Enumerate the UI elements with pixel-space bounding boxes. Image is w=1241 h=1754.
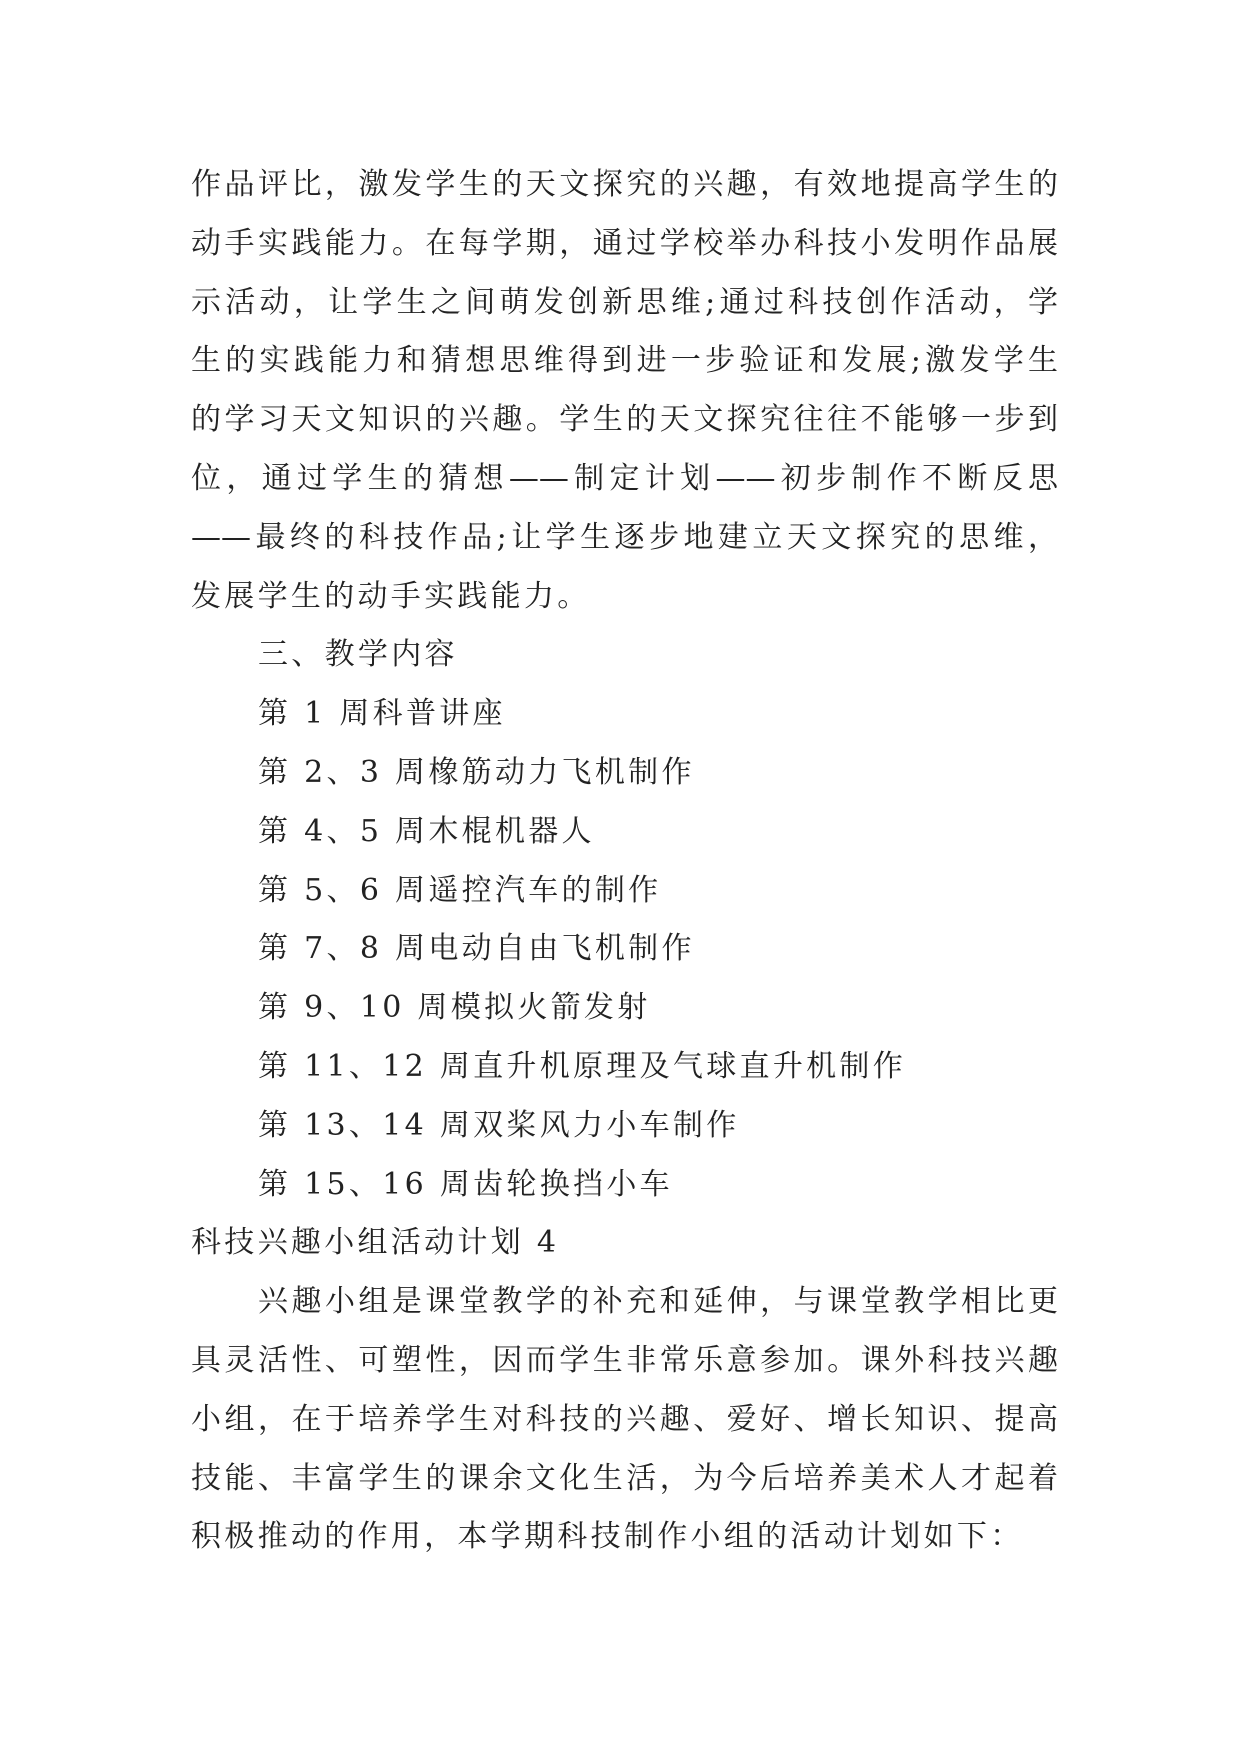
paragraph-line: 位，通过学生的猜想——制定计划——初步制作不断反思 [191, 460, 1058, 496]
schedule-list [191, 685, 1058, 1214]
schedule-item: 第 4、5 周木棍机器人 [258, 813, 595, 849]
paragraph-line: 的学习天文知识的兴趣。学生的天文探究往往不能够一步到 [191, 402, 1058, 438]
paragraph-intro [191, 1273, 1058, 1567]
paragraph-line: 积极推动的作用，本学期科技制作小组的活动计划如下： [191, 1519, 1024, 1555]
paragraph-line: 小组，在于培养学生对科技的兴趣、爱好、增长知识、提高 [191, 1401, 1058, 1437]
paragraph-line: 技能、丰富学生的课余文化生活，为今后培养美术人才起着 [191, 1460, 1058, 1496]
paragraph-line: 动手实践能力。在每学期，通过学校举办科技小发明作品展 [191, 225, 1058, 261]
schedule-item: 第 7、8 周电动自由飞机制作 [258, 931, 695, 967]
schedule-item: 第 15、16 周齿轮换挡小车 [258, 1166, 673, 1202]
schedule-item: 第 5、6 周遥控汽车的制作 [258, 872, 662, 908]
paragraph-line: 示活动，让学生之间萌发创新思维;通过科技创作活动，学 [191, 284, 1058, 320]
paragraph-line: 作品评比，激发学生的天文探究的兴趣，有效地提高学生的 [191, 167, 1058, 202]
schedule-item: 第 1 周科普讲座 [258, 696, 506, 732]
schedule-item: 第 11、12 周直升机原理及气球直升机制作 [258, 1048, 907, 1084]
schedule-item: 第 13、14 周双桨风力小车制作 [258, 1107, 740, 1143]
paragraph-line: ——最终的科技作品;让学生逐步地建立天文探究的思维， [191, 519, 1058, 555]
paragraph-goals [191, 156, 1058, 626]
paragraph-line: 发展学生的动手实践能力。 [191, 578, 591, 614]
section-heading: 三、教学内容 [258, 637, 458, 673]
document-body [191, 156, 1058, 1567]
schedule-item: 第 9、10 周模拟火箭发射 [258, 990, 651, 1026]
schedule-item: 第 2、3 周橡筋动力飞机制作 [258, 754, 695, 790]
plan-title: 科技兴趣小组活动计划 4 [191, 1225, 560, 1261]
paragraph-line: 生的实践能力和猜想思维得到进一步验证和发展;激发学生 [191, 343, 1058, 379]
paragraph-line: 具灵活性、可塑性，因而学生非常乐意参加。课外科技兴趣 [191, 1342, 1058, 1378]
paragraph-line: 兴趣小组是课堂教学的补充和延伸，与课堂教学相比更 [258, 1284, 1058, 1320]
